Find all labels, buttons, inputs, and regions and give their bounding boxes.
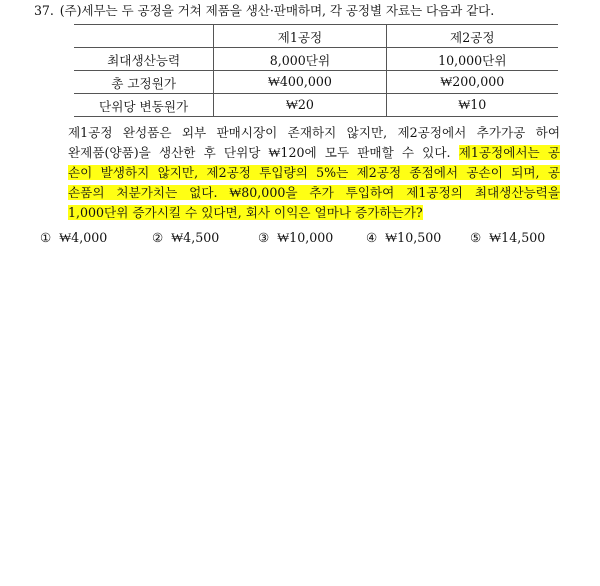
process-data-table <box>74 24 558 117</box>
problem-paragraph <box>68 123 560 223</box>
table-row <box>74 71 558 94</box>
row-label-unit-variable-cost: 단위당 변동원가 <box>74 94 214 117</box>
highlighted-text: 손품의 처분가치는 없다. ₩80,000을 추가 투입하여 제1공정의 최대생산능력을 <box>68 185 560 200</box>
table-header-process-1: 제1공정 <box>214 25 386 48</box>
paragraph-line-1: 제1공정 완성품은 외부 판매시장이 존재하지 않지만, 제2공정에서 추가가공 하여 <box>68 125 560 140</box>
paragraph-line-5 <box>68 203 560 223</box>
cell-process-1-variable-cost: ₩20 <box>214 94 386 117</box>
choice-4[interactable] <box>366 230 441 246</box>
choice-1-mark: ① <box>40 230 52 245</box>
paragraph-line-3 <box>68 163 560 183</box>
row-label-max-capacity: 최대생산능력 <box>74 48 214 71</box>
paragraph-line-2-plain: 완제품(양품)을 생산한 후 단위당 ₩120에 모두 판매할 수 있다. <box>68 145 451 160</box>
choice-1[interactable] <box>40 230 107 246</box>
choice-4-mark: ④ <box>366 230 378 245</box>
paragraph-line-4 <box>68 183 560 203</box>
choice-1-value: ₩4,000 <box>59 230 108 245</box>
cell-process-1-fixed-cost: ₩400,000 <box>214 71 386 94</box>
table-header-process-2: 제2공정 <box>386 25 558 48</box>
choice-3-value: ₩10,000 <box>277 230 334 245</box>
highlighted-text: 제1공정에서는 공 <box>458 145 560 160</box>
cell-process-2-variable-cost: ₩10 <box>386 94 558 117</box>
row-label-total-fixed-cost: 총 고정원가 <box>74 71 214 94</box>
choice-4-value: ₩10,500 <box>385 230 442 245</box>
cell-process-2-capacity: 10,000단위 <box>386 48 558 71</box>
cell-process-1-capacity: 8,000단위 <box>214 48 386 71</box>
choice-5-value: ₩14,500 <box>489 230 546 245</box>
choice-2[interactable] <box>152 230 219 246</box>
highlighted-text: 1,000단위 증가시킬 수 있다면, 회사 이익은 얼마나 증가하는가? <box>68 205 423 220</box>
question-stem: (주)세무는 두 공정을 거쳐 제품을 생산·판매하며, 각 공정별 자료는 다음과 같다. <box>59 3 495 18</box>
cell-process-2-fixed-cost: ₩200,000 <box>386 71 558 94</box>
question-stem-line <box>34 2 596 20</box>
highlighted-text: 손이 발생하지 않지만, 제2공정 투입량의 5%는 제2공정 종점에서 공손이 되며, 공 <box>68 165 560 180</box>
choice-5[interactable] <box>470 230 545 246</box>
question-number: 37. <box>34 3 54 18</box>
paragraph-line-2 <box>68 143 560 163</box>
choice-2-mark: ② <box>152 230 164 245</box>
choice-2-value: ₩4,500 <box>171 230 220 245</box>
table-header-row <box>74 25 558 48</box>
choice-3[interactable] <box>258 230 333 246</box>
table-row <box>74 94 558 117</box>
table-header-corner <box>74 25 214 48</box>
choice-5-mark: ⑤ <box>470 230 482 245</box>
choice-3-mark: ③ <box>258 230 270 245</box>
answer-choices <box>40 230 580 248</box>
table-row <box>74 48 558 71</box>
